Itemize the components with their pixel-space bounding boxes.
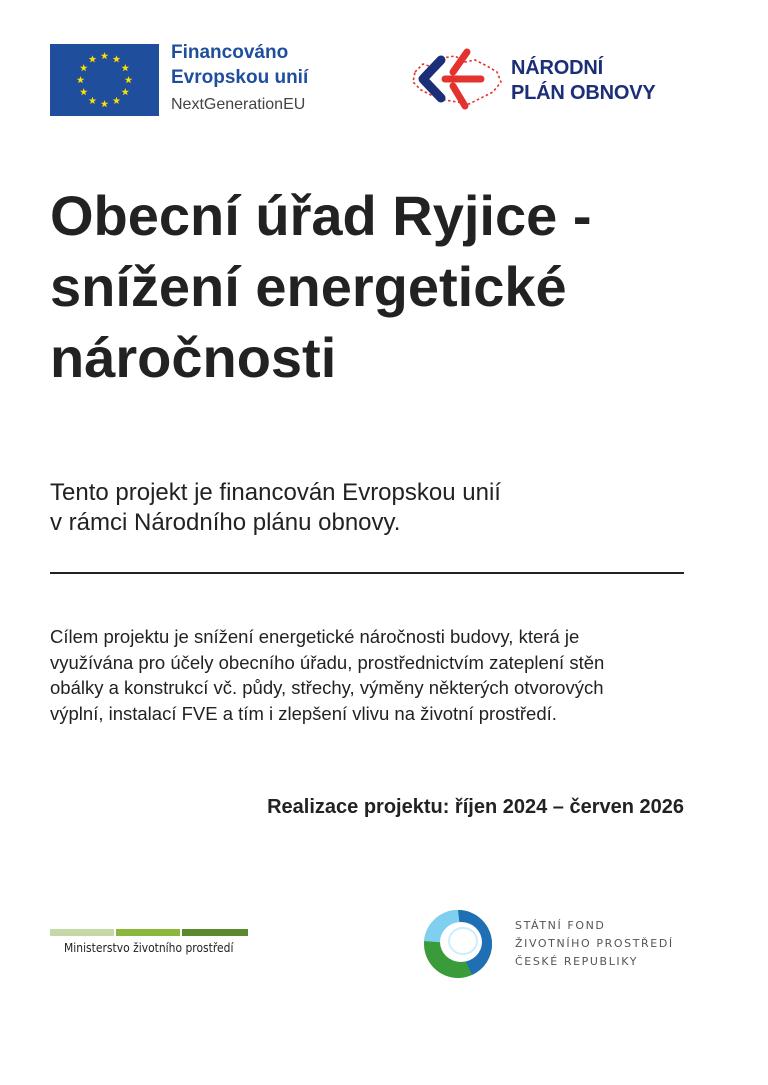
page-title-line: náročnosti [50,326,337,389]
project-timeline: Realizace projektu: říjen 2024 – červen 2026 [267,796,684,818]
page-title-line: Obecní úřad Ryjice - [50,184,592,247]
ministry-color-bar [116,929,180,936]
description-line: Cílem projektu je snížení energetické náročnosti budovy, která je [50,626,580,647]
sfzp-name-line: ŽIVOTNÍHO PROSTŘEDÍ [515,937,674,950]
description-line: výplní, instalací FVE a tím i zlepšení vlivu na životní prostředí. [50,702,557,724]
funding-statement-line: v rámci Národního plánu obnovy. [50,509,401,536]
npo-mark-icon [409,42,504,120]
sfzp-name-line: STÁTNÍ FOND [515,919,606,932]
funding-statement-line: Tento projekt je financován Evropskou unií [50,479,501,506]
eu-logo-line1: Financováno [171,42,289,63]
description-line: využívána pro účely obecního úřadu, prostřednictvím zateplení stěn [50,651,605,673]
ministry-color-bar [50,929,114,936]
description-line: obálky a konstrukcí vč. půdy, střechy, výměny některých otvorových [50,677,604,698]
ministry-name: Ministerstvo životního prostředí [64,940,234,955]
page-title [50,180,740,393]
funding-statement [50,478,690,538]
project-description [50,624,700,726]
npo-logo-line2: PLÁN OBNOVY [511,82,656,104]
page-title-line: snížení energetické [50,255,567,318]
eu-logo-line2: Evropskou unií [171,67,309,88]
sfzp-ring-icon [422,907,493,980]
eu-logo-line3: NextGenerationEU [171,96,306,113]
sfzp-name-line: ČESKÉ REPUBLIKY [515,955,639,968]
divider [50,572,684,574]
ministry-color-bar [182,929,248,936]
npo-logo-line1: NÁRODNÍ [511,57,603,79]
eu-flag-icon [50,44,159,116]
